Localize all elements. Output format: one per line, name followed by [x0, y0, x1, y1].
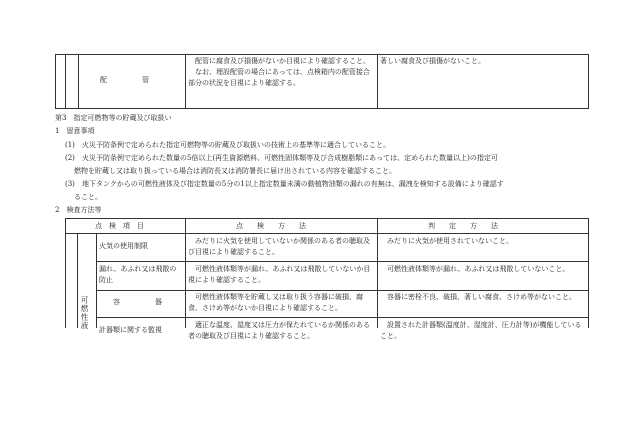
- row-1-method: みだりに火気を使用していないか関係のある者の聴取及び目視により確認すること。: [188, 237, 370, 256]
- item-3-text-line2: ること。: [74, 193, 102, 201]
- section-title: 第3 指定可燃物等の貯蔵及び取扱い: [55, 114, 172, 122]
- row-3-criteria: 容器に密栓不良、破損、著しい腐食、さけめ等がないこと。: [380, 293, 576, 301]
- item-3-num: (3): [65, 180, 75, 188]
- subsection-title-2: 2 検査方法等: [55, 206, 102, 214]
- top-item-label: 配 管: [100, 76, 149, 84]
- item-2-text-line2: 燃物を貯蔵し又は取り扱っている場合は消防長又は消防署長に届け出されている内容を確認すること。: [74, 167, 396, 175]
- item-1-text: 火災予防条例で定められた指定可燃物等の貯蔵及び取扱いの技術上の基準等に適合していること。: [82, 141, 390, 149]
- row-2-item: 漏れ、あふれ又は飛散の防止: [99, 265, 177, 284]
- row-4-item: 計器類に関する監視: [99, 326, 162, 334]
- item-3-text-line1: 地下タンクからの可燃性液体及び指定数量の5分の1以上指定数量未満の動植物油類の漏れの有無は、漏洩を検知する設備により確認す: [82, 180, 504, 188]
- item-2-num: (2): [65, 154, 75, 162]
- header-item: 点 検 項 目: [95, 222, 144, 230]
- item-1-num: (1): [65, 141, 75, 149]
- row-2-method: 可燃性液体類等が漏れ、あふれ又は飛散していないか目視により確認すること。: [188, 265, 371, 284]
- row-3-item: 容 器: [113, 298, 162, 306]
- header-method: 点 検 方 法: [236, 222, 306, 230]
- item-2-text-line1: 火災予防条例で定められた数量の5倍以上(再生資源燃料、可燃性固体類等及び合成樹脂類にあっては、定められた数量以上)の指定可: [82, 154, 498, 162]
- row-1-item: 火気の使用制限: [99, 242, 148, 250]
- group-label: 可燃性液: [80, 296, 89, 330]
- row-1-criteria: みだりに火気が使用されていないこと。: [380, 237, 513, 245]
- row-2-criteria: 可燃性液体類等が漏れ、あふれ又は飛散していないこと。: [380, 265, 570, 273]
- top-criteria-text: 著しい腐食及び損傷がないこと。: [380, 57, 485, 65]
- header-criteria: 判 定 方 法: [428, 222, 498, 230]
- row-4-method: 適正な温度、湿度又は圧力が保たれているか関係のある者の聴取及び目視により確認すること。: [188, 321, 370, 340]
- top-method-text: 配管に腐食及び損傷がないか目視により確認すること。 なお、埋設配管の場合にあっては、点検箱内の配管接合部分の状況を目視により確認する。: [188, 57, 370, 87]
- row-3-method: 可燃性液体類等を貯蔵し又は取り扱う容器に破損、腐食、さけめ等がないか目視により確認すること。: [188, 293, 363, 312]
- subsection-title-1: 1 留意事項: [55, 127, 95, 135]
- row-4-criteria: 設置された計器類(温度計、湿度計、圧力計等)が機能していること。: [380, 321, 582, 340]
